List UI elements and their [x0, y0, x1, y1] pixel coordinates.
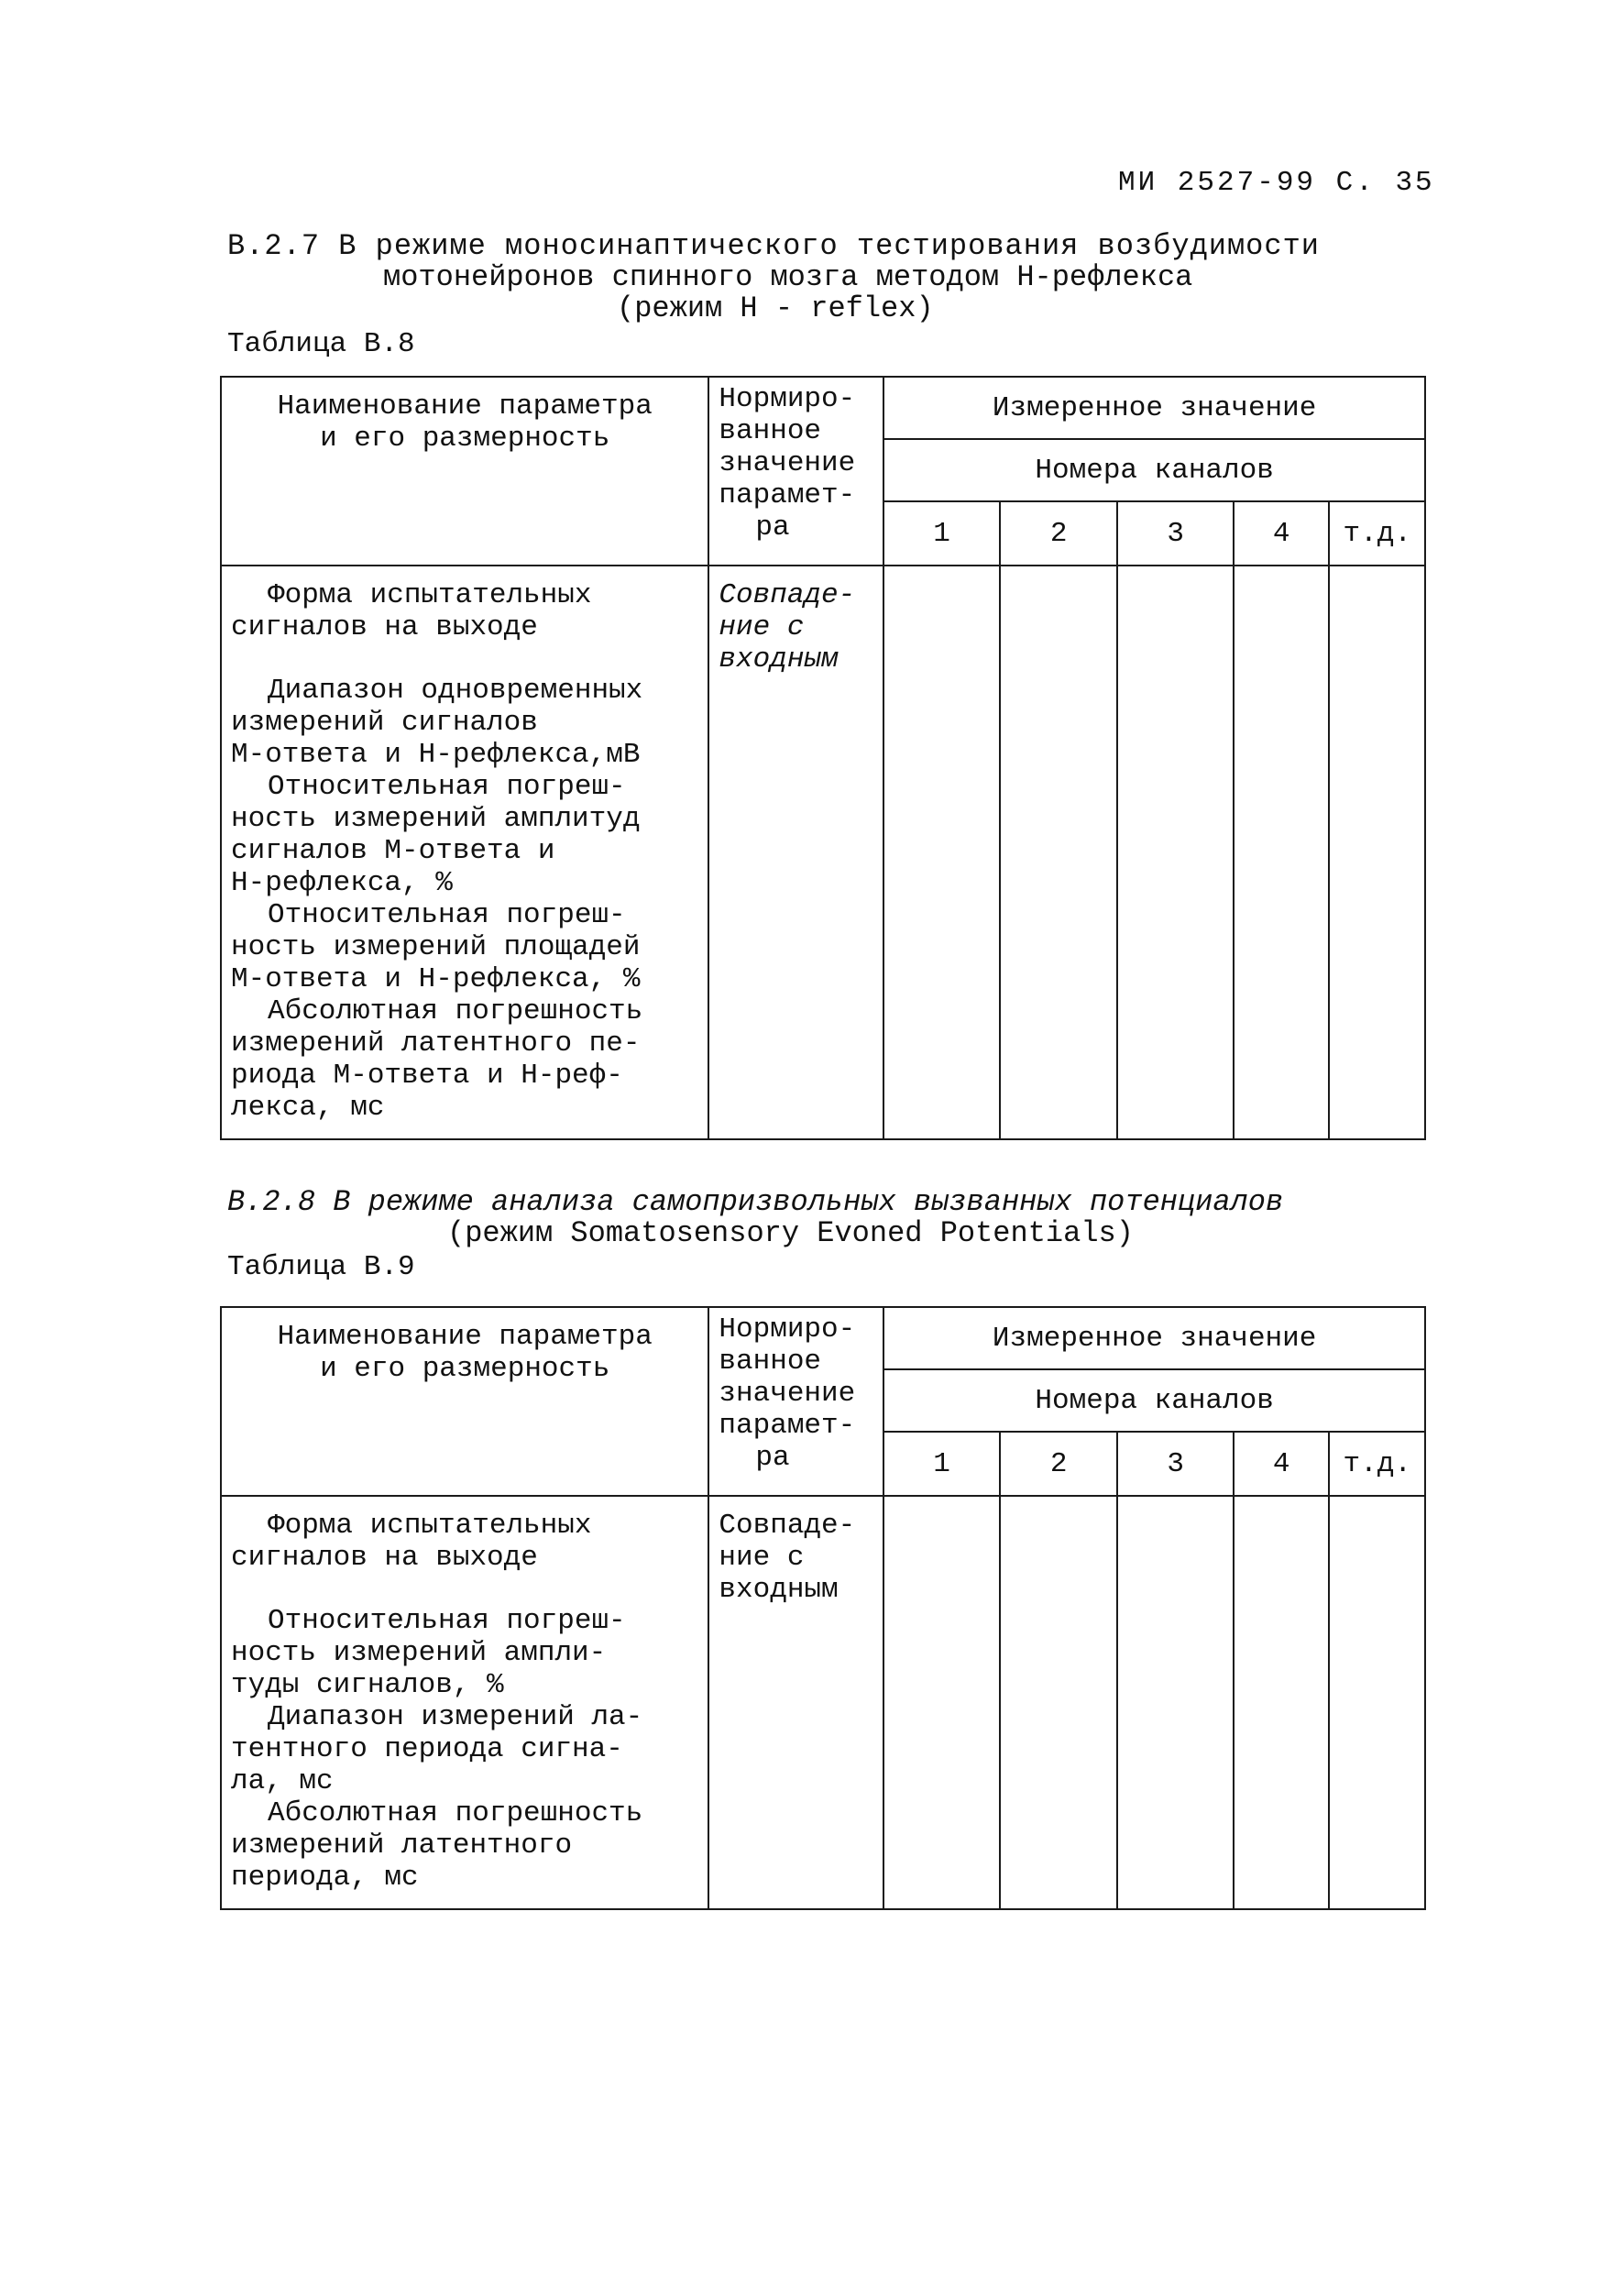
norm-line: входным	[719, 1574, 839, 1606]
param-line: Н-рефлекса, %	[231, 867, 453, 899]
header-param-name-line2: и его размерность	[320, 1353, 610, 1385]
table-b9-label: Таблица В.9	[227, 1251, 415, 1283]
param-line: измерений латентного пе-	[231, 1027, 641, 1060]
header-norm-line: ра	[755, 511, 790, 544]
section-b28-line1-text: В режиме анализа самопризвольных вызванных потенциалов	[315, 1185, 1284, 1219]
header-measured-value: Измеренное значение	[883, 377, 1425, 439]
param-line: лекса, мс	[231, 1092, 385, 1124]
header-normalized-value	[708, 377, 883, 566]
norm-line: Совпаде-	[719, 579, 856, 611]
param-line: ность измерений ампли-	[231, 1637, 607, 1669]
param-line: измерений латентного	[231, 1829, 573, 1862]
channel-etc: т.д.	[1329, 1432, 1425, 1496]
param-line: туды сигналов, %	[231, 1669, 504, 1701]
section-b27-line3: (режим Н - reflex)	[617, 291, 934, 325]
section-b28-heading	[227, 1187, 1428, 1249]
section-b27-heading	[227, 231, 1428, 324]
param-line: Относительная погреш-	[268, 771, 626, 803]
table-b9-norm-value	[708, 1496, 883, 1909]
param-line: Абсолютная погрешность	[268, 995, 643, 1027]
param-line: М-ответа и Н-рефлекса,мВ	[231, 739, 641, 771]
table-b8-param-list	[221, 566, 708, 1139]
header-norm-line: значение	[719, 447, 856, 479]
norm-line: ние с	[719, 611, 805, 643]
param-line: Форма испытательных	[268, 579, 592, 611]
table-b8-label: Таблица В.8	[227, 328, 415, 360]
norm-line: Совпаде-	[719, 1510, 856, 1542]
channel-4: 4	[1234, 1432, 1329, 1496]
param-line: периода, мс	[231, 1862, 419, 1894]
table-b8	[220, 376, 1426, 1140]
param-line: Форма испытательных	[268, 1510, 592, 1542]
header-param-name	[221, 1307, 708, 1496]
header-norm-line: Нормиро-	[719, 1313, 856, 1346]
param-line: тентного периода сигна-	[231, 1733, 623, 1765]
header-param-name-line1: Наименование параметра	[277, 1321, 653, 1353]
param-line: сигналов М-ответа и	[231, 835, 555, 867]
table-b9	[220, 1306, 1426, 1910]
param-line: ла, мс	[231, 1765, 334, 1797]
header-channel-numbers: Номера каналов	[883, 439, 1425, 501]
param-line: ность измерений площадей	[231, 931, 641, 963]
table-b9-ch3-value	[1117, 1496, 1234, 1909]
param-line: Диапазон измерений ла-	[268, 1701, 643, 1733]
table-b9-etc-value	[1329, 1496, 1425, 1909]
table-b8-ch2-value	[1000, 566, 1118, 1139]
param-line: Относительная погреш-	[268, 1605, 626, 1637]
channel-2: 2	[1000, 1432, 1118, 1496]
header-normalized-value	[708, 1307, 883, 1496]
section-b28-line1	[227, 1187, 1428, 1218]
header-norm-line: ра	[755, 1442, 790, 1474]
norm-line: ние с	[719, 1542, 805, 1574]
table-b9-ch2-value	[1000, 1496, 1118, 1909]
param-line: риода М-ответа и Н-реф-	[231, 1060, 623, 1092]
header-norm-line: парамет-	[719, 479, 856, 511]
param-line: Относительная погреш-	[268, 899, 626, 931]
table-b8-etc-value	[1329, 566, 1425, 1139]
header-param-name-line2: и его размерность	[320, 423, 610, 455]
header-channel-numbers: Номера каналов	[883, 1369, 1425, 1432]
header-norm-line: Нормиро-	[719, 383, 856, 415]
table-b9-ch4-value	[1234, 1496, 1329, 1909]
channel-1: 1	[883, 1432, 1000, 1496]
channel-2: 2	[1000, 501, 1118, 566]
section-b27-line2: мотонейронов спинного мозга методом Н-рефлекса	[383, 260, 1193, 294]
param-line: сигналов на выходе	[231, 1542, 538, 1574]
channel-etc: т.д.	[1329, 501, 1425, 566]
norm-line: входным	[719, 643, 839, 676]
section-b28-number: В.2.8	[227, 1185, 316, 1219]
header-norm-line: значение	[719, 1378, 856, 1410]
table-b8-ch3-value	[1117, 566, 1234, 1139]
param-line: Абсолютная погрешность	[268, 1797, 643, 1829]
channel-3: 3	[1117, 501, 1234, 566]
param-line: М-ответа и Н-рефлекса, %	[231, 963, 641, 995]
table-b8-ch4-value	[1234, 566, 1329, 1139]
header-norm-line: парамет-	[719, 1410, 856, 1442]
section-b27-line1: В.2.7 В режиме моносинаптического тестирования возбудимости	[227, 229, 1320, 263]
channel-3: 3	[1117, 1432, 1234, 1496]
section-b28-line2: (режим Somatosensory Evoned Potentials)	[447, 1216, 1134, 1250]
table-b9-ch1-value	[883, 1496, 1000, 1909]
table-b8-norm-value	[708, 566, 883, 1139]
header-norm-line: ванное	[719, 415, 822, 447]
param-line: сигналов на выходе	[231, 611, 538, 643]
param-line: измерений сигналов	[231, 707, 538, 739]
param-line: ность измерений амплитуд	[231, 803, 641, 835]
header-param-name	[221, 377, 708, 566]
header-measured-value: Измеренное значение	[883, 1307, 1425, 1369]
header-norm-line: ванное	[719, 1346, 822, 1378]
channel-1: 1	[883, 501, 1000, 566]
page-header: МИ 2527-99 С. 35	[1118, 167, 1435, 199]
table-b8-ch1-value	[883, 566, 1000, 1139]
param-line: Диапазон одновременных	[268, 675, 643, 707]
table-b9-param-list	[221, 1496, 708, 1909]
header-param-name-line1: Наименование параметра	[277, 390, 653, 423]
channel-4: 4	[1234, 501, 1329, 566]
